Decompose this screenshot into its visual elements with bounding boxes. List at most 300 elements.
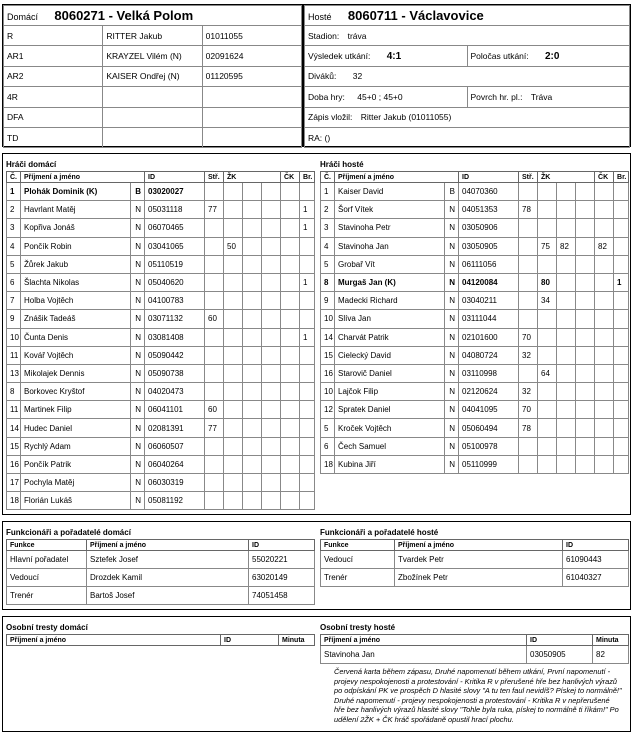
player-red-card: [281, 292, 300, 310]
player-number: 7: [7, 292, 21, 310]
player-number: 11: [7, 401, 21, 419]
functionary-id: 63020149: [249, 569, 315, 587]
player-name: Martinek Filip: [21, 401, 131, 419]
player-yellow-extra: [262, 364, 281, 382]
player-second-yellow: [243, 346, 262, 364]
player-yellow-card: [538, 401, 557, 419]
result-label: Výsledek utkání:: [308, 50, 371, 61]
player-sub-minute: [205, 255, 224, 273]
recorder-cell: [305, 107, 630, 127]
player-nationality: N: [445, 292, 459, 310]
column-header: Funkce: [321, 540, 395, 551]
player-yellow-card: [538, 346, 557, 364]
player-second-yellow: [243, 292, 262, 310]
player-id: 03040211: [459, 292, 519, 310]
player-red-card: [281, 201, 300, 219]
official-row: [4, 66, 302, 86]
player-red-card: [595, 292, 614, 310]
home-label: Domácí: [7, 12, 39, 22]
player-number: 15: [7, 437, 21, 455]
player-red-card: [595, 383, 614, 401]
player-id: 06060507: [145, 437, 205, 455]
player-yellow-card: [538, 255, 557, 273]
duration-label: Doba hry:: [308, 91, 345, 102]
player-nationality: N: [131, 437, 145, 455]
player-id: 04020473: [145, 383, 205, 401]
official-role: 4R: [4, 87, 103, 107]
player-red-card: [595, 183, 614, 201]
official-row: [4, 107, 302, 127]
stadium-label: Stadion:: [308, 30, 340, 41]
player-nationality: N: [131, 273, 145, 291]
halftime-cell: [467, 46, 630, 66]
official-role: R: [4, 26, 103, 46]
player-yellow-extra: [262, 383, 281, 401]
player-nationality: N: [131, 346, 145, 364]
player-sub-minute: [519, 292, 538, 310]
player-row: [321, 419, 629, 437]
player-second-yellow: [557, 219, 576, 237]
player-name: Pochyla Matěj: [21, 474, 131, 492]
player-id: 03020027: [145, 183, 205, 201]
functionary-role: Trenér: [7, 587, 87, 605]
player-yellow-extra: [576, 437, 595, 455]
player-goals: [300, 492, 315, 510]
player-goals: [300, 364, 315, 382]
player-goals: [614, 328, 629, 346]
table-header-row: [321, 635, 629, 646]
player-yellow-card: [224, 310, 243, 328]
player-yellow-card: [224, 183, 243, 201]
player-goals: [614, 255, 629, 273]
official-id: 01011055: [202, 26, 301, 46]
player-name: Kovář Vojtěch: [21, 346, 131, 364]
player-goals: [300, 183, 315, 201]
player-row: [321, 255, 629, 273]
player-row: [321, 328, 629, 346]
player-number: 10: [321, 310, 335, 328]
player-name: Čunta Denis: [21, 328, 131, 346]
player-id: 02101600: [459, 328, 519, 346]
player-second-yellow: [243, 201, 262, 219]
column-header: ID: [249, 540, 315, 551]
player-number: 8: [7, 383, 21, 401]
player-id: 03111044: [459, 310, 519, 328]
player-red-card: [281, 310, 300, 328]
player-sub-minute: 70: [519, 328, 538, 346]
player-row: [321, 219, 629, 237]
player-yellow-card: 34: [538, 292, 557, 310]
player-name: Kroček Vojtěch: [335, 419, 445, 437]
player-goals: [614, 292, 629, 310]
player-number: 4: [7, 237, 21, 255]
player-name: Charvát Patrik: [335, 328, 445, 346]
player-goals: [300, 437, 315, 455]
home-functionaries-table: [6, 539, 314, 605]
players-column-header: Br.: [300, 172, 315, 183]
player-red-card: [595, 364, 614, 382]
surface-value: Tráva: [530, 91, 553, 102]
player-second-yellow: 82: [557, 237, 576, 255]
player-yellow-card: [224, 255, 243, 273]
player-second-yellow: [243, 310, 262, 328]
player-id: 05110999: [459, 455, 519, 473]
player-number: 1: [7, 183, 21, 201]
player-id: 02081391: [145, 419, 205, 437]
player-yellow-card: [538, 437, 557, 455]
player-yellow-extra: [262, 328, 281, 346]
player-sub-minute: [519, 455, 538, 473]
player-second-yellow: [557, 183, 576, 201]
player-goals: [614, 201, 629, 219]
player-sub-minute: [205, 364, 224, 382]
penalty-minute: 82: [593, 646, 629, 664]
player-yellow-extra: [262, 273, 281, 291]
player-id: 03081408: [145, 328, 205, 346]
players-column-header: ID: [459, 172, 519, 183]
player-yellow-extra: [262, 292, 281, 310]
player-number: 15: [321, 346, 335, 364]
player-yellow-extra: [576, 346, 595, 364]
player-second-yellow: [243, 401, 262, 419]
player-row: [7, 346, 315, 364]
player-goals: [300, 292, 315, 310]
home-header-panel: [2, 4, 303, 147]
player-row: [7, 201, 315, 219]
player-goals: [614, 383, 629, 401]
player-sub-minute: [519, 310, 538, 328]
player-second-yellow: [243, 383, 262, 401]
home-players-title: Hráči domácí: [6, 160, 57, 169]
player-name: Hudec Daniel: [21, 419, 131, 437]
recorder-label: Zápis vložil:: [308, 112, 353, 123]
away-functionaries-table: [320, 539, 628, 587]
player-second-yellow: [243, 273, 262, 291]
player-yellow-card: [538, 310, 557, 328]
player-yellow-card: [224, 419, 243, 437]
functionary-id: 61090443: [563, 551, 629, 569]
player-name: Plohák Dominik (K): [21, 183, 131, 201]
player-nationality: N: [445, 237, 459, 255]
player-red-card: [595, 310, 614, 328]
player-yellow-card: [538, 219, 557, 237]
player-yellow-extra: [262, 255, 281, 273]
player-id: 06070465: [145, 219, 205, 237]
column-header: Funkce: [7, 540, 87, 551]
player-nationality: N: [445, 346, 459, 364]
player-second-yellow: [557, 255, 576, 273]
player-sub-minute: [519, 255, 538, 273]
player-row: [321, 437, 629, 455]
away-label: Hosté: [308, 12, 332, 22]
player-second-yellow: [243, 474, 262, 492]
player-yellow-card: [224, 328, 243, 346]
player-goals: [300, 474, 315, 492]
player-id: 06041101: [145, 401, 205, 419]
player-sub-minute: [519, 273, 538, 291]
player-number: 4: [321, 237, 335, 255]
player-yellow-extra: [262, 237, 281, 255]
player-nationality: N: [131, 383, 145, 401]
away-team-cell: [305, 6, 630, 26]
player-sub-minute: [205, 237, 224, 255]
player-nationality: N: [131, 328, 145, 346]
official-id: [202, 107, 301, 127]
official-role: TD: [4, 127, 103, 147]
player-yellow-extra: [576, 401, 595, 419]
ra-label: RA:: [308, 132, 323, 143]
player-name: Kopřiva Jonáš: [21, 219, 131, 237]
player-row: [321, 273, 629, 291]
player-yellow-card: [538, 455, 557, 473]
functionary-role: Vedoucí: [321, 551, 395, 569]
player-goals: [614, 455, 629, 473]
player-id: 04051353: [459, 201, 519, 219]
player-name: Cielecký David: [335, 346, 445, 364]
player-row: [321, 292, 629, 310]
player-sub-minute: 77: [205, 201, 224, 219]
player-nationality: N: [131, 474, 145, 492]
player-number: 9: [7, 310, 21, 328]
stadium-value: tráva: [347, 30, 367, 41]
player-second-yellow: [557, 328, 576, 346]
player-name: Kubina Jiří: [335, 455, 445, 473]
player-goals: [614, 401, 629, 419]
player-yellow-card: [224, 201, 243, 219]
home-team-cell: [4, 6, 302, 26]
player-goals: [300, 383, 315, 401]
player-sub-minute: [205, 292, 224, 310]
spectators-label: Diváků:: [308, 71, 337, 82]
player-nationality: N: [445, 219, 459, 237]
player-row: [321, 383, 629, 401]
player-nationality: N: [445, 273, 459, 291]
result-value: 4:1: [386, 50, 402, 62]
player-nationality: N: [445, 401, 459, 419]
player-nationality: N: [445, 364, 459, 382]
player-red-card: [281, 383, 300, 401]
player-second-yellow: [557, 437, 576, 455]
functionary-name: Zbožínek Petr: [395, 569, 563, 587]
player-red-card: [595, 455, 614, 473]
player-number: 17: [7, 474, 21, 492]
player-id: 04070360: [459, 183, 519, 201]
players-column-header: Příjmení a jméno: [335, 172, 459, 183]
player-sub-minute: 70: [519, 401, 538, 419]
home-players-table: [6, 171, 314, 510]
player-yellow-card: [538, 183, 557, 201]
player-second-yellow: [243, 455, 262, 473]
player-goals: [614, 219, 629, 237]
player-yellow-extra: [262, 401, 281, 419]
player-goals: [614, 419, 629, 437]
official-row: [4, 127, 302, 147]
player-id: 03110998: [459, 364, 519, 382]
player-name: Žůrek Jakub: [21, 255, 131, 273]
player-row: [7, 364, 315, 382]
player-nationality: B: [445, 183, 459, 201]
functionary-id: 55020221: [249, 551, 315, 569]
functionary-name: Bartoš Josef: [87, 587, 249, 605]
player-number: 10: [321, 383, 335, 401]
player-name: Madecki Richard: [335, 292, 445, 310]
player-second-yellow: [243, 255, 262, 273]
functionary-name: Sztefek Josef: [87, 551, 249, 569]
column-header: ID: [221, 635, 279, 646]
player-yellow-extra: [262, 310, 281, 328]
duration-value: 45+0 ; 45+0: [357, 91, 403, 102]
player-id: 04120084: [459, 273, 519, 291]
player-number: 5: [7, 255, 21, 273]
home-penalties-table: [6, 634, 314, 646]
ra-cell: [305, 127, 630, 147]
table-header-row: [7, 540, 315, 551]
player-goals: [614, 364, 629, 382]
player-goals: [300, 310, 315, 328]
player-yellow-extra: [262, 346, 281, 364]
player-goals: [614, 183, 629, 201]
ra-value: (): [324, 132, 331, 143]
player-yellow-card: 64: [538, 364, 557, 382]
penalty-player-id: 03050905: [527, 646, 593, 664]
player-id: 06111056: [459, 255, 519, 273]
official-role: AR1: [4, 46, 103, 66]
player-yellow-card: [224, 346, 243, 364]
player-second-yellow: [557, 310, 576, 328]
player-id: 06030319: [145, 474, 205, 492]
player-nationality: N: [131, 237, 145, 255]
player-yellow-card: [538, 383, 557, 401]
player-sub-minute: [205, 219, 224, 237]
players-column-header: Č.: [7, 172, 21, 183]
player-sub-minute: 32: [519, 383, 538, 401]
players-header-row: [321, 172, 629, 183]
player-yellow-card: [224, 474, 243, 492]
home-functionaries-title: Funkcionáři a pořadatelé domácí: [6, 528, 131, 537]
player-name: Pončík Patrik: [21, 455, 131, 473]
player-number: 18: [321, 455, 335, 473]
player-id: 03050906: [459, 219, 519, 237]
player-number: 9: [321, 292, 335, 310]
player-number: 2: [7, 201, 21, 219]
player-nationality: N: [131, 492, 145, 510]
surface-cell: [467, 87, 630, 107]
functionary-row: [321, 551, 629, 569]
player-red-card: [595, 255, 614, 273]
official-name: RITTER Jakub: [103, 26, 202, 46]
player-number: 6: [7, 273, 21, 291]
player-id: 05040620: [145, 273, 205, 291]
player-red-card: [281, 183, 300, 201]
player-yellow-extra: [262, 183, 281, 201]
official-name: [103, 127, 202, 147]
player-red-card: [281, 437, 300, 455]
player-goals: [614, 437, 629, 455]
player-number: 14: [7, 419, 21, 437]
player-yellow-card: [538, 201, 557, 219]
player-goals: [300, 255, 315, 273]
away-players-title: Hráči hosté: [320, 160, 364, 169]
player-yellow-card: [224, 364, 243, 382]
player-row: [7, 219, 315, 237]
player-name: Pončík Robin: [21, 237, 131, 255]
player-yellow-extra: [576, 273, 595, 291]
player-red-card: [281, 364, 300, 382]
player-goals: [614, 310, 629, 328]
player-id: 05090738: [145, 364, 205, 382]
player-yellow-extra: [576, 364, 595, 382]
player-yellow-extra: [576, 255, 595, 273]
functionaries-section: [2, 521, 631, 610]
functionary-row: [321, 569, 629, 587]
player-row: [7, 419, 315, 437]
player-row: [321, 201, 629, 219]
player-nationality: N: [131, 292, 145, 310]
player-row: [7, 492, 315, 510]
halftime-value: 2:0: [545, 50, 560, 62]
player-sub-minute: 60: [205, 401, 224, 419]
player-id: 03071132: [145, 310, 205, 328]
official-row: [4, 26, 302, 46]
player-yellow-card: [224, 292, 243, 310]
home-penalties-title: Osobní tresty domácí: [6, 623, 88, 632]
player-sub-minute: [205, 455, 224, 473]
player-yellow-card: 50: [224, 237, 243, 255]
player-number: 3: [7, 219, 21, 237]
players-section: [2, 153, 631, 515]
column-header: Příjmení a jméno: [321, 635, 527, 646]
player-yellow-extra: [576, 219, 595, 237]
player-nationality: N: [445, 328, 459, 346]
functionary-row: [7, 551, 315, 569]
player-nationality: N: [445, 437, 459, 455]
player-sub-minute: 78: [519, 419, 538, 437]
player-id: 03041065: [145, 237, 205, 255]
recorder-value: Ritter Jakub (01011055): [360, 112, 452, 123]
player-nationality: N: [131, 455, 145, 473]
player-second-yellow: [557, 346, 576, 364]
away-penalties-title: Osobní tresty hosté: [320, 623, 396, 632]
player-row: [7, 401, 315, 419]
player-yellow-card: [224, 219, 243, 237]
player-nationality: N: [445, 201, 459, 219]
player-yellow-card: 75: [538, 237, 557, 255]
player-name: Stavinoha Jan: [335, 237, 445, 255]
player-name: Holba Vojtěch: [21, 292, 131, 310]
player-row: [7, 328, 315, 346]
official-id: [202, 127, 301, 147]
player-row: [321, 401, 629, 419]
player-yellow-card: [224, 492, 243, 510]
player-yellow-card: [538, 419, 557, 437]
player-id: 05100978: [459, 437, 519, 455]
penalty-note: Červená karta během zápasu, Druhé napomenutí během utkání, První napomenutí - projevy nespokojenosti a protestování - Kritika R v přerušené hře bez hanlivých výrazů po odpískání PK ve prospěch D hlasité slovy "A tu ten faul nevidíš? Pískej to normálně!" Druhé napomenutí - projevy nespokojenosti a protestování - Kritika R v nepřerušené hře bez hanlivých výrazů hlasité slovy "Tohle byla ruka, pískej to normálně ti říkám!" Po udělení 2ŽK + ČK hráč spořádaně opustil hrací plochu.: [334, 667, 622, 724]
player-second-yellow: [557, 401, 576, 419]
player-sub-minute: [205, 437, 224, 455]
player-number: 5: [321, 419, 335, 437]
spectators-cell: [305, 66, 630, 86]
player-name: Mikolajek Dennis: [21, 364, 131, 382]
player-sub-minute: [519, 219, 538, 237]
player-yellow-extra: [576, 310, 595, 328]
player-second-yellow: [243, 419, 262, 437]
player-row: [7, 383, 315, 401]
column-header: ID: [527, 635, 593, 646]
player-goals: [300, 237, 315, 255]
player-nationality: N: [131, 310, 145, 328]
away-functionaries-title: Funkcionáři a pořadatelé hosté: [320, 528, 439, 537]
player-red-card: [595, 346, 614, 364]
